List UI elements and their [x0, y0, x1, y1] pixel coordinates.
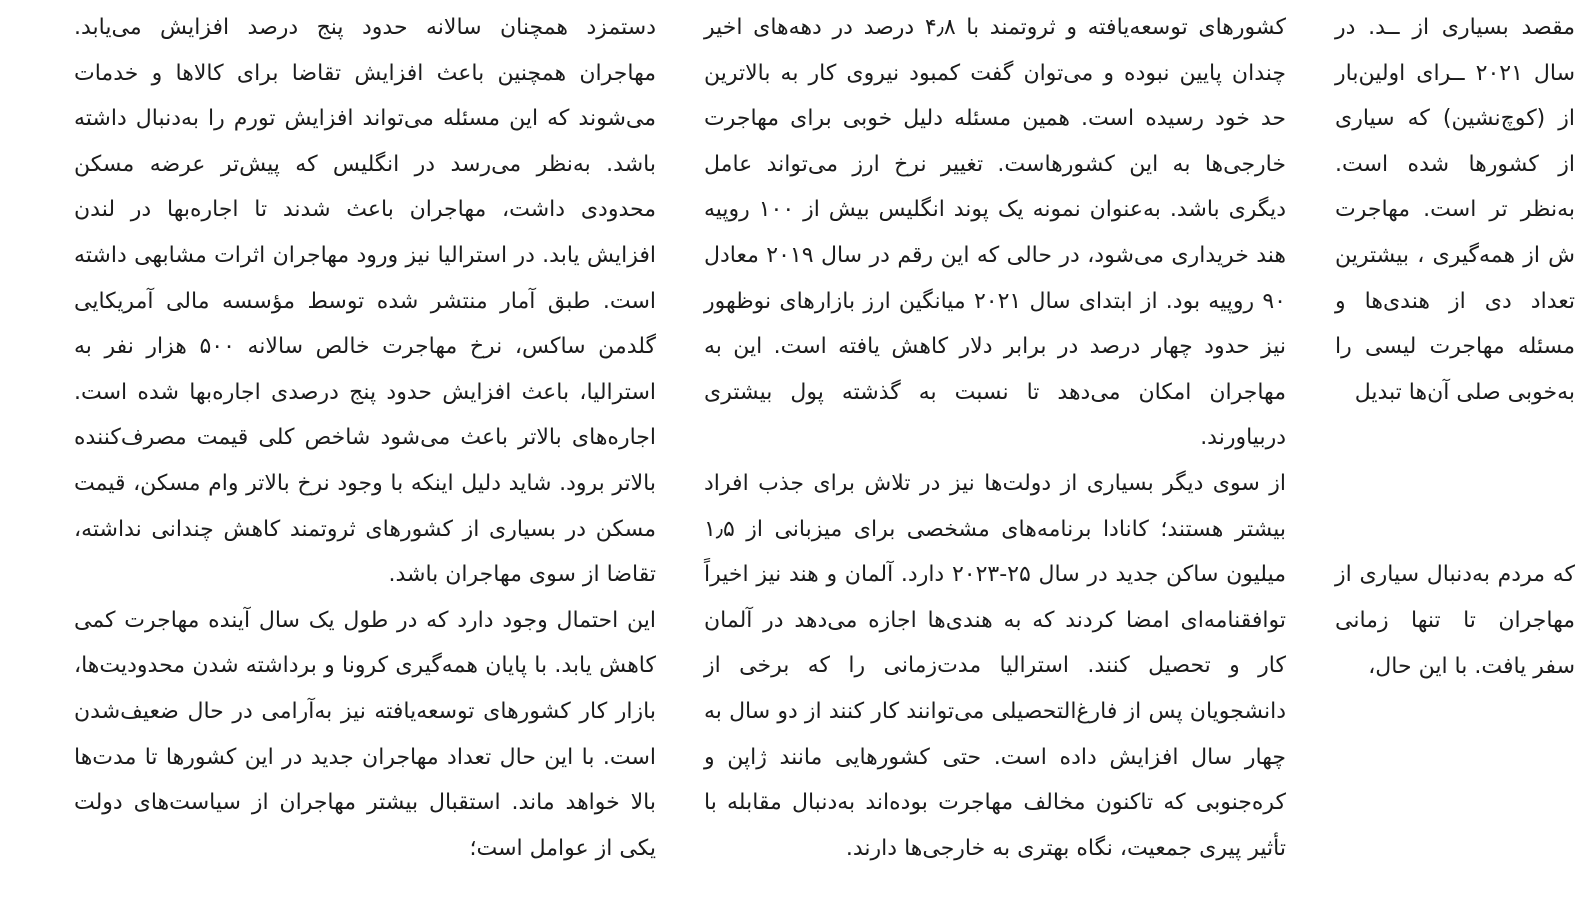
- column-gap: [1335, 415, 1575, 552]
- article-paragraph: دستمزد همچنان سالانه حدود پنج درصد افزایش می‌یابد. مهاجران همچنین باعث افزایش تقاضا برای کالاها و خدمات می‌شوند که این مسئله می‌تواند افزایش تورم را به‌دنبال داشته باشد. به‌نظر می‌رسد در انگلیس که پیش‌تر عرضه مسکن محدودی داشت، مهاجران باعث شدند تا اجاره‌بها در لندن افزایش یابد. در استرالیا نیز ورود مهاجران اثرات مشابهی داشته است. طبق آمار منتشر شده توسط مؤسسه مالی آمریکایی گلدمن ساکس، نرخ مهاجرت خالص سالانه ۵۰۰ هزار نفر به استرالیا، باعث افزایش حدود پنج درصدی اجاره‌بها شده است. اجاره‌های بالاتر باعث می‌شود شاخص کلی قیمت مصرف‌کننده بالاتر برود. شاید دلیل اینکه با وجود نرخ بالاتر وام مسکن، قیمت مسکن در بسیاری از کشورهای ثروتمند کاهش چندانی نداشته، تقاضا از سوی مهاجران باشد.: [74, 15, 657, 588]
- article-paragraph-fragment: مقصد بسیاری از ــد. در سال ۲۰۲۱ ــرای اولین‌بار از (کوچ‌نشین) که سیاری از کشورها شده است. به‌نظر تر است. مهاجرت ش از همه‌گیری ، بیشترین تعداد دی از هندی‌ها و مسئله مهاجرت لیسی را به‌خوبی صلی آن‌ها تبدیل: [1335, 15, 1575, 405]
- article-paragraph: این احتمال وجود دارد که در طول یک سال آینده مهاجرت کمی کاهش یابد. با پایان همه‌گیری کرونا و برداشته شدن محدودیت‌ها، بازار کار کشورهای توسعه‌یافته نیز به‌آرامی در حال ضعیف‌شدن است. با این حال تعداد مهاجران جدید در این کشورها تا مدت‌ها بالا خواهد ماند. استقبال بیشتر مهاجران از سیاست‌های دولت یکی از عوامل است؛: [74, 607, 656, 861]
- article-paragraph: از سوی دیگر بسیاری از دولت‌ها نیز در تلاش برای جذب افراد بیشتر هستند؛ کانادا برنامه‌های مشخصی برای میزبانی از ۱٫۵ میلیون ساکن جدید در سال ۲۵-۲۰۲۳ دارد. آلمان و هند نیز اخیراً توافقنامه‌ای امضا کردند که به هندی‌ها اجازه می‌دهد در آلمان کار و تحصیل کنند. استرالیا مدت‌زمانی را که برخی از دانشجویان پس از فارغ‌التحصیلی می‌توانند کار کنند از دو سال به چهار سال افزایش داده است. حتی کشورهایی مانند ژاپن و کره‌جنوبی که تاکنون مخالف مهاجرت بوده‌اند به‌دنبال مقابله با تأثیر پیری جمعیت، نگاه بهتری به خارجی‌ها دارند.: [704, 470, 1286, 861]
- article-column-right-cropped: [1335, 5, 1575, 689]
- article-paragraph-fragment: که مردم به‌دنبال سیاری از مهاجران تا تنها زمانی سفر یافت. با این حال،: [1335, 562, 1575, 679]
- article-column-middle: [704, 5, 1286, 871]
- article-paragraph: کشورهای توسعه‌یافته و ثروتمند با ۴٫۸ درصد در دهه‌های اخیر چندان پایین نبوده و می‌توان گفت کمبود نیروی کار به بالاترین حد خود رسیده است. همین مسئله دلیل خوبی برای مهاجرت خارجی‌ها به این کشورهاست. تغییر نرخ ارز می‌تواند عامل دیگری باشد. به‌عنوان نمونه یک پوند انگلیس بیش از ۱۰۰ روپیه هند خریداری می‌شود، در حالی که این رقم در سال ۲۰۱۹ معادل ۹۰ روپیه بود. از ابتدای سال ۲۰۲۱ میانگین ارز بازارهای نوظهور نیز حدود چهار درصد در برابر دلار کاهش یافته است. این به مهاجران امکان می‌دهد تا نسبت به گذشته پول بیشتری دربیاورند.: [704, 15, 1286, 451]
- article-column-left: [74, 5, 656, 871]
